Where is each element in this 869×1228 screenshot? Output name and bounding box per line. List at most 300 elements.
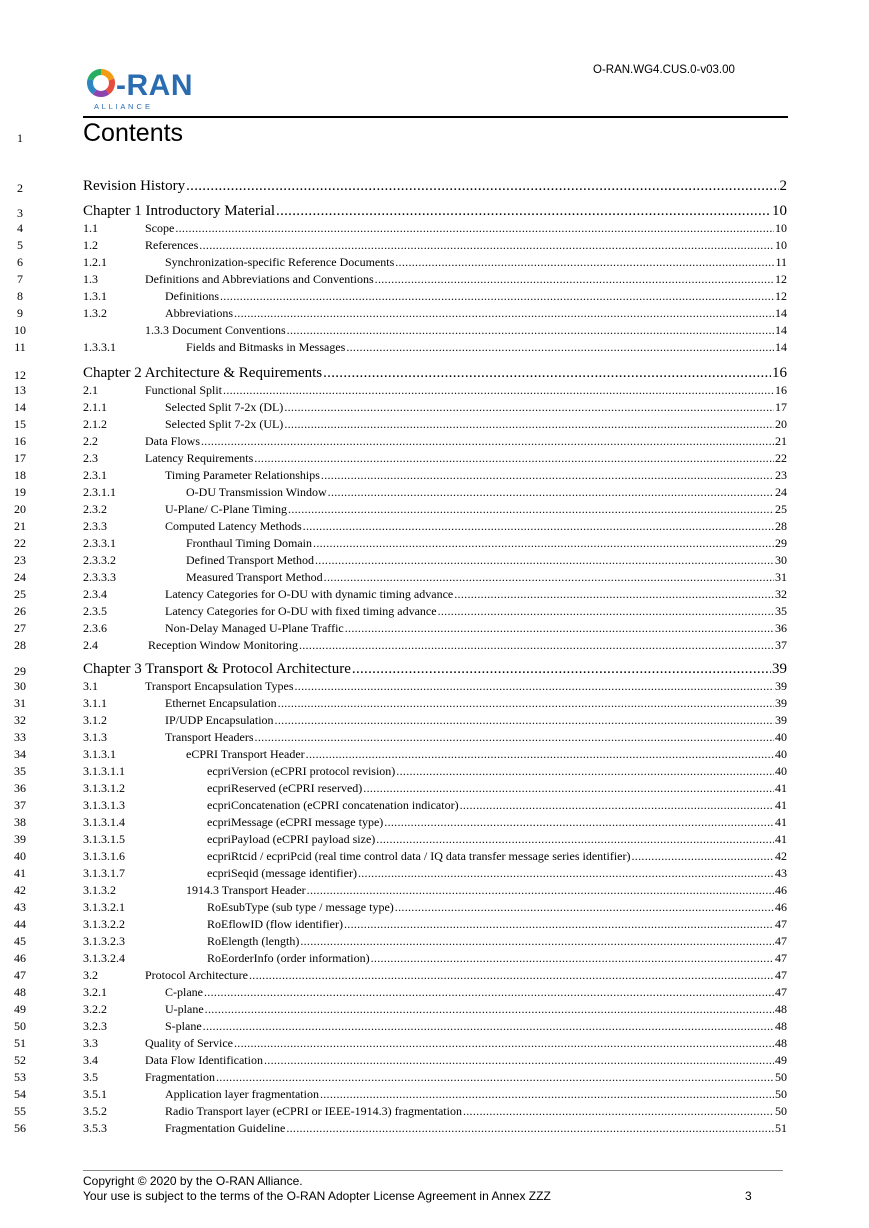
toc-entry-number: 1.3.2 [83, 306, 107, 320]
toc-entry-page: 39 [775, 679, 787, 693]
line-number: 13 [14, 383, 26, 397]
line-number: 12 [14, 368, 26, 382]
line-number: 30 [14, 679, 26, 693]
line-number: 4 [17, 221, 23, 235]
toc-entry-number: 3.1.3.2.4 [83, 951, 125, 965]
line-number: 43 [14, 900, 26, 914]
toc-dot-leader [288, 502, 774, 517]
line-number: 48 [14, 985, 26, 999]
toc-dot-leader [358, 866, 774, 881]
line-number: 55 [14, 1104, 26, 1118]
toc-entry[interactable] [83, 272, 787, 287]
toc-entry-title: Revision History [83, 178, 186, 194]
toc-dot-leader [205, 1002, 774, 1017]
toc-entry-title: Scope [145, 221, 175, 235]
toc-entry-page: 42 [775, 849, 787, 863]
toc-entry-number: 2.4 [83, 638, 98, 652]
toc-entry-title: ecpriRtcid / ecpriPcid (real time control data / IQ data transfer message series identifier) [207, 849, 631, 863]
toc-entry[interactable] [83, 747, 787, 762]
toc-entry-page: 28 [775, 519, 787, 533]
footer-rule [83, 1170, 783, 1171]
toc-entry-title: ecpriMessage (eCPRI message type) [207, 815, 384, 829]
toc-entry-title: eCPRI Transport Header [186, 747, 305, 761]
toc-entry[interactable] [83, 536, 787, 551]
toc-entry[interactable] [83, 866, 787, 881]
toc-entry[interactable] [83, 900, 787, 915]
toc-entry-page: 50 [775, 1087, 787, 1101]
toc-entry-number: 1.3.3.1 [83, 340, 116, 354]
toc-entry[interactable] [83, 1053, 787, 1068]
toc-entry-number: 3.2.1 [83, 985, 107, 999]
toc-entry-title: ecpriConcatenation (eCPRI concatenation indicator) [207, 798, 459, 812]
toc-entry[interactable] [83, 1036, 787, 1051]
line-number: 21 [14, 519, 26, 533]
toc-entry-page: 32 [775, 587, 787, 601]
toc-entry-number: 3.1.3.1.6 [83, 849, 125, 863]
toc-entry-page: 31 [775, 570, 787, 584]
toc-entry[interactable] [83, 468, 787, 483]
toc-entry-page: 46 [775, 883, 787, 897]
toc-entry-page: 12 [775, 272, 787, 286]
toc-dot-leader [632, 849, 775, 864]
toc-entry-page: 47 [775, 968, 787, 982]
line-number: 15 [14, 417, 26, 431]
toc-entry[interactable] [83, 679, 787, 694]
toc-dot-leader [313, 536, 774, 551]
toc-entry-title: Definitions and Abbreviations and Conventions [145, 272, 374, 286]
toc-entry-number: 3.1.3.1.4 [83, 815, 125, 829]
toc-entry-page: 40 [775, 747, 787, 761]
toc-dot-leader [460, 798, 774, 813]
toc-entry-page: 14 [775, 323, 787, 337]
toc-dot-leader [186, 178, 778, 195]
toc-entry-title: ecpriSeqid (message identifier) [207, 866, 357, 880]
toc-entry-title: Fragmentation [145, 1070, 215, 1084]
toc-entry-number: 3.1.3.2.1 [83, 900, 125, 914]
line-number: 16 [14, 434, 26, 448]
line-number: 17 [14, 451, 26, 465]
line-number: 47 [14, 968, 26, 982]
toc-entry[interactable] [83, 553, 787, 568]
line-number: 19 [14, 485, 26, 499]
toc-chapter-entry[interactable] [83, 203, 787, 220]
toc-entry-title: Fragmentation Guideline [165, 1121, 286, 1135]
toc-entry-title: Data Flow Identification [145, 1053, 263, 1067]
toc-entry-title: C-plane [165, 985, 203, 999]
toc-entry[interactable] [83, 417, 787, 432]
line-number: 23 [14, 553, 26, 567]
toc-entry-page: 17 [775, 400, 787, 414]
toc-dot-leader [201, 434, 774, 449]
toc-entry[interactable] [83, 255, 787, 270]
line-number: 40 [14, 849, 26, 863]
toc-entry-number: 3.4 [83, 1053, 98, 1067]
toc-entry-number: 2.1.2 [83, 417, 107, 431]
toc-entry-number: 3.1.3.2 [83, 883, 116, 897]
toc-entry[interactable] [83, 485, 787, 500]
toc-dot-leader [249, 968, 774, 983]
toc-entry-title: Latency Categories for O-DU with fixed timing advance [165, 604, 437, 618]
toc-dot-leader [234, 306, 774, 321]
toc-entry-page: 11 [775, 255, 787, 269]
toc-entry-title: RoElength (length) [207, 934, 300, 948]
line-number: 20 [14, 502, 26, 516]
page-title: Contents [83, 119, 184, 147]
toc-entry[interactable] [83, 587, 787, 602]
toc-entry-page: 10 [775, 238, 787, 252]
line-number: 8 [17, 289, 23, 303]
toc-entry-page: 47 [775, 951, 787, 965]
toc-entry[interactable] [83, 451, 787, 466]
toc-entry-page: 23 [775, 468, 787, 482]
toc-entry[interactable] [83, 638, 787, 653]
toc-entry-title: Quality of Service [145, 1036, 233, 1050]
toc-entry[interactable] [83, 1070, 787, 1085]
toc-entry-number: 3.1.2 [83, 713, 107, 727]
toc-entry-title: RoEorderInfo (order information) [207, 951, 370, 965]
toc-entry-number: 1.2.1 [83, 255, 107, 269]
toc-dot-leader [395, 255, 774, 270]
toc-entry[interactable] [83, 764, 787, 779]
page-number: 3 [745, 1189, 752, 1203]
line-number: 29 [14, 664, 26, 678]
line-number: 22 [14, 536, 26, 550]
toc-entry[interactable] [83, 621, 787, 636]
toc-entry[interactable] [83, 849, 787, 864]
toc-entry-title: Functional Split [145, 383, 223, 397]
toc-entry-number: 2.3.3.3 [83, 570, 116, 584]
o-ran-logo [86, 68, 206, 112]
toc-dot-leader [278, 696, 774, 711]
toc-entry[interactable] [83, 917, 787, 932]
toc-entry-title: Transport Encapsulation Types [145, 679, 294, 693]
toc-entry-page: 51 [775, 1121, 787, 1135]
toc-dot-leader [344, 917, 774, 932]
license-text: Your use is subject to the terms of the O-RAN Adopter License Agreement in Annex ZZZ [83, 1189, 551, 1203]
toc-entry-title: S-plane [165, 1019, 202, 1033]
toc-dot-leader [463, 1104, 774, 1119]
line-number: 18 [14, 468, 26, 482]
line-number: 41 [14, 866, 26, 880]
toc-entry-page: 16 [772, 365, 787, 381]
toc-dot-leader [303, 519, 774, 534]
toc-entry-page: 21 [775, 434, 787, 448]
toc-entry-number: 3.1.3.1.1 [83, 764, 125, 778]
toc-entry-number: 3.2 [83, 968, 98, 982]
toc-entry-title: Application layer fragmentation [165, 1087, 319, 1101]
toc-entry-page: 2 [779, 178, 787, 194]
toc-entry[interactable] [83, 934, 787, 949]
toc-entry-page: 41 [775, 832, 787, 846]
toc-entry[interactable] [83, 985, 787, 1000]
toc-entry-title: Computed Latency Methods [165, 519, 302, 533]
line-number: 42 [14, 883, 26, 897]
toc-dot-leader [199, 238, 774, 253]
toc-entry-number: 2.2 [83, 434, 98, 448]
toc-entry-page: 39 [775, 713, 787, 727]
copyright-text: Copyright © 2020 by the O-RAN Alliance. [83, 1174, 303, 1188]
toc-dot-leader [286, 1121, 774, 1136]
line-number: 39 [14, 832, 26, 846]
toc-entry-title: Synchronization-specific Reference Documents [165, 255, 395, 269]
toc-dot-leader [203, 1019, 774, 1034]
line-number: 56 [14, 1121, 26, 1135]
toc-entry-number: 2.3.4 [83, 587, 107, 601]
toc-entry-title: IP/UDP Encapsulation [165, 713, 274, 727]
toc-entry-title: Ethernet Encapsulation [165, 696, 277, 710]
toc-entry[interactable] [83, 519, 787, 534]
toc-entry[interactable] [83, 713, 787, 728]
toc-entry-number: 2.3.3.2 [83, 553, 116, 567]
toc-entry-page: 14 [775, 306, 787, 320]
line-number: 10 [14, 323, 26, 337]
toc-entry-page: 37 [775, 638, 787, 652]
toc-entry-page: 20 [775, 417, 787, 431]
toc-dot-leader [254, 451, 774, 466]
toc-entry[interactable] [83, 730, 787, 745]
toc-entry[interactable] [83, 832, 787, 847]
toc-dot-leader [264, 1053, 774, 1068]
toc-entry-title: Non-Delay Managed U-Plane Traffic [165, 621, 344, 635]
line-number: 1 [17, 133, 23, 145]
line-number: 25 [14, 587, 26, 601]
toc-entry-number: 1.1 [83, 221, 98, 235]
line-number: 50 [14, 1019, 26, 1033]
logo-ring-segment [101, 72, 111, 80]
toc-entry-page: 10 [775, 221, 787, 235]
toc-entry-title: Defined Transport Method [186, 553, 314, 567]
toc-entry-number: 1.3.1 [83, 289, 107, 303]
line-number: 9 [17, 306, 23, 320]
toc-entry-title: O-DU Transmission Window [186, 485, 327, 499]
toc-entry-number: 3.1.3.2.3 [83, 934, 125, 948]
toc-entry-number: 3.1.3.2.2 [83, 917, 125, 931]
toc-entry[interactable] [83, 951, 787, 966]
toc-dot-leader [371, 951, 774, 966]
toc-entry-number: 3.1.3.1.5 [83, 832, 125, 846]
logo-ring-segment [107, 80, 112, 92]
line-number: 31 [14, 696, 26, 710]
toc-dot-leader [284, 417, 774, 432]
line-number: 27 [14, 621, 26, 635]
toc-entry[interactable] [83, 340, 787, 355]
toc-dot-leader [395, 900, 774, 915]
toc-dot-leader [275, 713, 774, 728]
line-number: 51 [14, 1036, 26, 1050]
toc-entry-title: U-Plane/ C-Plane Timing [165, 502, 288, 516]
toc-entry-title: ecpriPayload (eCPRI payload size) [207, 832, 376, 846]
toc-entry-page: 22 [775, 451, 787, 465]
toc-entry-title: Selected Split 7-2x (DL) [165, 400, 284, 414]
toc-entry-page: 48 [775, 1002, 787, 1016]
toc-dot-leader [328, 485, 774, 500]
toc-entry-number: 2.3.2 [83, 502, 107, 516]
toc-entry-title: Latency Requirements [145, 451, 254, 465]
logo-text: -RAN [116, 69, 193, 102]
line-number: 6 [17, 255, 23, 269]
toc-dot-leader [438, 604, 774, 619]
toc-entry-page: 50 [775, 1070, 787, 1084]
toc-entry-title: References [145, 238, 199, 252]
toc-entry[interactable] [83, 1121, 787, 1136]
toc-dot-leader [276, 203, 771, 220]
toc-entry-page: 30 [775, 553, 787, 567]
toc-dot-leader [299, 638, 774, 653]
toc-entry-page: 16 [775, 383, 787, 397]
header-rule [83, 116, 788, 118]
toc-dot-leader [321, 468, 774, 483]
toc-dot-leader [384, 815, 774, 830]
toc-dot-leader [300, 934, 774, 949]
toc-dot-leader [320, 1087, 774, 1102]
line-number: 28 [14, 638, 26, 652]
line-number: 46 [14, 951, 26, 965]
toc-entry-number: 3.1.3.1 [83, 747, 116, 761]
line-number: 3 [17, 206, 23, 220]
toc-entry-page: 10 [772, 203, 787, 219]
line-number: 5 [17, 238, 23, 252]
toc-entry-number: 3.1.3.1.3 [83, 798, 125, 812]
toc-entry-page: 36 [775, 621, 787, 635]
logo-ring-segment [91, 72, 101, 80]
line-number: 44 [14, 917, 26, 931]
toc-entry[interactable] [83, 1104, 787, 1119]
toc-entry[interactable] [83, 434, 787, 449]
line-number: 24 [14, 570, 26, 584]
line-number: 33 [14, 730, 26, 744]
toc-entry-title: Data Flows [145, 434, 200, 448]
toc-entry-number: 3.1.3.1.2 [83, 781, 125, 795]
toc-dot-leader [454, 587, 774, 602]
toc-dot-leader [223, 383, 774, 398]
toc-entry-number: 3.2.3 [83, 1019, 107, 1033]
toc-entry-title: RoEsubType (sub type / message type) [207, 900, 394, 914]
toc-entry-title: Chapter 1 Introductory Material [83, 203, 276, 219]
toc-dot-leader [363, 781, 774, 796]
toc-entry-page: 46 [775, 900, 787, 914]
toc-entry[interactable] [83, 570, 787, 585]
document-id: O-RAN.WG4.CUS.0-v03.00 [593, 64, 735, 76]
toc-entry-title: Chapter 3 Transport & Protocol Architecture [83, 661, 351, 677]
toc-chapter-entry[interactable] [83, 365, 787, 382]
toc-chapter-entry[interactable] [83, 661, 787, 678]
toc-entry[interactable] [83, 238, 787, 253]
toc-chapter-entry[interactable] [83, 178, 787, 195]
toc-entry[interactable] [83, 968, 787, 983]
toc-dot-leader [234, 1036, 774, 1051]
toc-entry[interactable] [83, 289, 787, 304]
toc-entry-title: 1914.3 Transport Header [186, 883, 306, 897]
toc-dot-leader [175, 221, 774, 236]
toc-entry-number: 3.1.1 [83, 696, 107, 710]
toc-entry-number: 2.3.3 [83, 519, 107, 533]
toc-entry-number: 3.1.3 [83, 730, 107, 744]
toc-entry-title: Abbreviations [165, 306, 233, 320]
line-number: 37 [14, 798, 26, 812]
toc-entry[interactable] [83, 1019, 787, 1034]
toc-entry[interactable] [83, 502, 787, 517]
toc-dot-leader [375, 272, 774, 287]
toc-entry[interactable] [83, 221, 787, 236]
toc-entry[interactable] [83, 323, 787, 338]
toc-entry[interactable] [83, 781, 787, 796]
toc-entry[interactable] [83, 798, 787, 813]
toc-entry-title: Measured Transport Method [186, 570, 323, 584]
toc-dot-leader [345, 621, 774, 636]
line-number: 53 [14, 1070, 26, 1084]
line-number: 34 [14, 747, 26, 761]
toc-entry-title: RoEflowID (flow identifier) [207, 917, 343, 931]
toc-dot-leader [284, 400, 774, 415]
toc-dot-leader [287, 323, 774, 338]
toc-entry-number: 3.2.2 [83, 1002, 107, 1016]
toc-entry-title: Transport Headers [165, 730, 254, 744]
toc-entry-title: ecpriVersion (eCPRI protocol revision) [207, 764, 396, 778]
toc-entry-page: 48 [775, 1019, 787, 1033]
toc-entry[interactable] [83, 400, 787, 415]
toc-entry-page: 41 [775, 781, 787, 795]
toc-entry-page: 40 [775, 730, 787, 744]
toc-entry[interactable] [83, 1087, 787, 1102]
o-ran-logo-icon [86, 68, 206, 112]
toc-dot-leader [306, 747, 774, 762]
toc-entry-title: Reception Window Monitoring [145, 638, 298, 652]
toc-entry[interactable] [83, 696, 787, 711]
toc-entry[interactable] [83, 883, 787, 898]
line-number: 52 [14, 1053, 26, 1067]
toc-entry-number: 2.3.5 [83, 604, 107, 618]
toc-entry-page: 50 [775, 1104, 787, 1118]
toc-entry-title: Selected Split 7-2x (UL) [165, 417, 284, 431]
toc-entry-title: Chapter 2 Architecture & Requirements [83, 365, 323, 381]
toc-entry-page: 35 [775, 604, 787, 618]
toc-entry[interactable] [83, 815, 787, 830]
toc-entry-page: 48 [775, 1036, 787, 1050]
toc-entry-number: 2.3.6 [83, 621, 107, 635]
toc-entry-number: 1.3 [83, 272, 98, 286]
toc-entry-page: 24 [775, 485, 787, 499]
toc-dot-leader [324, 570, 774, 585]
toc-entry[interactable] [83, 306, 787, 321]
toc-dot-leader [396, 764, 774, 779]
toc-dot-leader [346, 340, 774, 355]
toc-entry[interactable] [83, 1002, 787, 1017]
toc-entry-title: Timing Parameter Relationships [165, 468, 320, 482]
logo-ring-segment [90, 80, 95, 92]
toc-entry-page: 47 [775, 934, 787, 948]
line-number: 35 [14, 764, 26, 778]
logo-subtext: A L L I A N C E [94, 102, 151, 111]
toc-dot-leader [255, 730, 774, 745]
line-number: 49 [14, 1002, 26, 1016]
line-number: 38 [14, 815, 26, 829]
toc-entry[interactable] [83, 604, 787, 619]
toc-entry-page: 41 [775, 815, 787, 829]
toc-entry-number: 3.3 [83, 1036, 98, 1050]
toc-entry-page: 39 [775, 696, 787, 710]
toc-entry-title: Protocol Architecture [145, 968, 248, 982]
logo-ring-segment [95, 92, 108, 94]
toc-entry-number: 2.3.1.1 [83, 485, 116, 499]
toc-entry-page: 12 [775, 289, 787, 303]
toc-dot-leader [204, 985, 774, 1000]
toc-entry-page: 47 [775, 917, 787, 931]
toc-entry-page: 39 [772, 661, 787, 677]
toc-entry-number: 2.3 [83, 451, 98, 465]
toc-entry-number: 3.5.1 [83, 1087, 107, 1101]
toc-entry[interactable] [83, 383, 787, 398]
toc-entry-page: 47 [775, 985, 787, 999]
